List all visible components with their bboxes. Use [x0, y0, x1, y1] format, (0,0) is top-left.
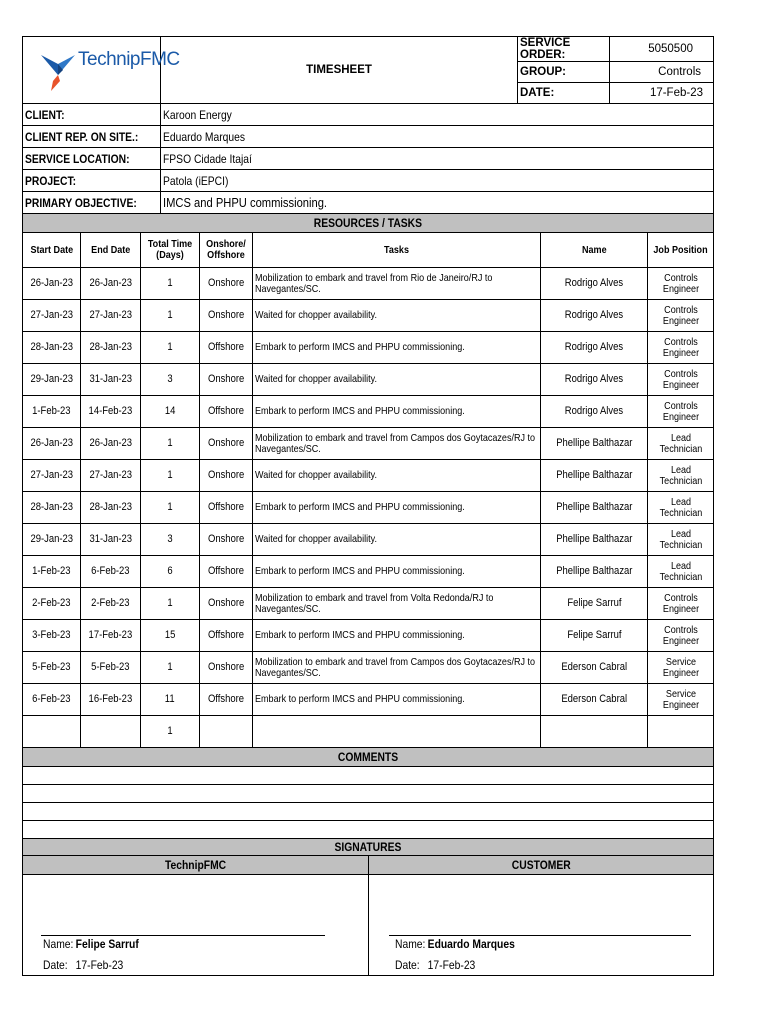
comment-line[interactable] — [23, 803, 714, 821]
onshore-offshore-cell: Onshore — [207, 277, 245, 289]
table-row — [23, 428, 714, 460]
resources-table — [22, 213, 714, 839]
start-date-cell: 6-Feb-23 — [32, 693, 71, 705]
date-value: 17-Feb-23 — [610, 83, 714, 104]
name-cell: Phellipe Balthazar — [555, 437, 633, 449]
info-row — [23, 170, 714, 192]
start-date-cell: 1-Feb-23 — [32, 405, 71, 417]
end-date-cell: 27-Jan-23 — [89, 309, 132, 321]
signature-line — [389, 935, 691, 936]
start-date-cell: 2-Feb-23 — [32, 597, 71, 609]
job-position-cell: Lead Technician — [659, 496, 702, 519]
table-row — [23, 268, 714, 300]
task-cell: Mobilization to embark and travel from Campos dos Goytacazes/RJ to Navegantes/SC. — [255, 655, 536, 679]
info-row — [23, 104, 714, 126]
table-row — [23, 492, 714, 524]
end-date-cell: 14-Feb-23 — [88, 405, 133, 417]
end-date-cell: 27-Jan-23 — [89, 469, 132, 481]
onshore-offshore-cell: Offshore — [207, 501, 245, 513]
task-cell: Embark to perform IMCS and PHPU commissioning. — [255, 501, 465, 513]
info-row — [23, 148, 714, 170]
column-header: End Date — [90, 243, 131, 256]
name-cell: Phellipe Balthazar — [555, 501, 633, 513]
project-label: PROJECT: — [25, 173, 77, 188]
table-row — [23, 300, 714, 332]
table-row — [23, 460, 714, 492]
onshore-offshore-cell: Onshore — [207, 661, 245, 673]
comment-line[interactable] — [23, 767, 714, 785]
table-row — [23, 652, 714, 684]
total-days-cell: 1 — [167, 597, 173, 609]
signatures-table — [22, 838, 714, 976]
name-cell: Rodrigo Alves — [564, 277, 624, 289]
signature-date-row — [43, 958, 136, 972]
onshore-offshore-cell: Onshore — [207, 309, 245, 321]
job-position-cell: Controls Engineer — [662, 304, 699, 327]
task-cell: Waited for chopper availability. — [255, 309, 377, 321]
onshore-offshore-cell: Offshore — [207, 565, 245, 577]
total-days-cell: 15 — [164, 629, 176, 641]
job-position-cell: Lead Technician — [659, 432, 702, 455]
service-location-label: SERVICE LOCATION: — [25, 151, 130, 166]
technipfmc-signature-box[interactable] — [23, 875, 369, 976]
start-date-cell: 29-Jan-23 — [30, 533, 73, 545]
group-value: Controls — [610, 62, 714, 83]
start-date-cell: 27-Jan-23 — [30, 309, 73, 321]
name-cell: Phellipe Balthazar — [555, 469, 633, 481]
total-days-cell: 3 — [167, 373, 173, 385]
task-cell: Embark to perform IMCS and PHPU commissioning. — [255, 341, 465, 353]
start-date-cell: 3-Feb-23 — [32, 629, 71, 641]
table-row — [23, 396, 714, 428]
total-days-cell: 6 — [167, 565, 173, 577]
table-row — [23, 716, 714, 748]
comment-line[interactable] — [23, 785, 714, 803]
total-days-cell: 1 — [167, 501, 173, 513]
primary-objective-value: IMCS and PHPU commissioning. — [163, 195, 328, 210]
onshore-offshore-cell: Offshore — [207, 693, 245, 705]
start-date-cell: 26-Jan-23 — [30, 277, 73, 289]
signature-date: 17-Feb-23 — [75, 958, 124, 972]
logo — [23, 37, 180, 104]
technipfmc-signature-heading: TechnipFMC — [164, 858, 227, 872]
job-position-cell: Controls Engineer — [662, 368, 699, 391]
table-row — [23, 684, 714, 716]
end-date-cell: 28-Jan-23 — [89, 341, 132, 353]
table-row — [23, 332, 714, 364]
start-date-cell: 28-Jan-23 — [30, 341, 73, 353]
name-cell: Rodrigo Alves — [564, 405, 624, 417]
name-cell: Rodrigo Alves — [564, 373, 624, 385]
task-cell: Mobilization to embark and travel from Volta Redonda/RJ to Navegantes/SC. — [255, 591, 494, 615]
header-table — [22, 36, 714, 104]
name-cell: Phellipe Balthazar — [555, 533, 633, 545]
start-date-cell: 28-Jan-23 — [30, 501, 73, 513]
task-cell: Mobilization to embark and travel from Rio de Janeiro/RJ to Navegantes/SC. — [255, 271, 493, 295]
total-days-cell: 1 — [167, 277, 173, 289]
client-rep-value: Eduardo Marques — [163, 129, 246, 144]
client-value: Karoon Energy — [163, 107, 232, 122]
end-date-cell: 26-Jan-23 — [89, 277, 132, 289]
table-row — [23, 524, 714, 556]
job-position-cell: Lead Technician — [659, 464, 702, 487]
comments-title: COMMENTS — [337, 749, 399, 764]
job-position-cell: Service Engineer — [662, 656, 699, 679]
signature-name-row — [43, 937, 154, 951]
column-header-row — [23, 233, 714, 268]
onshore-offshore-cell: Offshore — [207, 341, 245, 353]
date-label: Date: — [43, 958, 68, 972]
name-cell: Felipe Sarruf — [566, 629, 622, 641]
column-header: Name — [581, 243, 607, 256]
client-rep-label: CLIENT REP. ON SITE.: — [25, 129, 139, 144]
name-cell: Rodrigo Alves — [564, 341, 624, 353]
column-header: Job Position — [653, 243, 708, 256]
comments-section-header — [23, 748, 714, 767]
job-position-cell: Lead Technician — [659, 560, 702, 583]
client-label: CLIENT: — [25, 107, 65, 122]
name-cell: Ederson Cabral — [561, 661, 627, 673]
total-days-cell: 1 — [167, 341, 173, 353]
signature-line — [41, 935, 325, 936]
resources-section-header — [23, 214, 714, 233]
task-cell: Embark to perform IMCS and PHPU commissioning. — [255, 565, 465, 577]
end-date-cell: 26-Jan-23 — [89, 437, 132, 449]
service-order-value: 5050500 — [610, 37, 714, 62]
job-position-cell: Controls Engineer — [662, 336, 699, 359]
table-row — [23, 620, 714, 652]
start-date-cell: 26-Jan-23 — [30, 437, 73, 449]
page-title: TIMESHEET — [161, 37, 518, 104]
table-row — [23, 556, 714, 588]
onshore-offshore-cell: Onshore — [207, 597, 245, 609]
name-label: Name: — [43, 937, 74, 951]
column-header: Tasks — [384, 243, 409, 256]
column-header: Start Date — [30, 243, 73, 256]
onshore-offshore-cell: Onshore — [207, 437, 245, 449]
total-days-cell: 14 — [164, 405, 176, 417]
end-date-cell: 31-Jan-23 — [89, 533, 132, 545]
info-row — [23, 192, 714, 214]
total-days-cell: 1 — [167, 309, 173, 321]
task-cell: Mobilization to embark and travel from Campos dos Goytacazes/RJ to Navegantes/SC. — [255, 431, 536, 455]
job-position-cell: Controls Engineer — [662, 624, 699, 647]
task-cell: Embark to perform IMCS and PHPU commissioning. — [255, 693, 465, 705]
signer-name: Felipe Sarruf — [75, 937, 139, 951]
start-date-cell: 27-Jan-23 — [30, 469, 73, 481]
project-value: Patola (iEPCI) — [163, 173, 229, 188]
onshore-offshore-cell: Offshore — [207, 629, 245, 641]
job-position-cell: Controls Engineer — [662, 400, 699, 423]
total-days-cell: 1 — [167, 725, 173, 737]
primary-objective-label: PRIMARY OBJECTIVE: — [25, 195, 137, 210]
task-cell: Embark to perform IMCS and PHPU commissioning. — [255, 629, 465, 641]
signature-date: 17-Feb-23 — [427, 958, 476, 972]
task-cell: Embark to perform IMCS and PHPU commissioning. — [255, 405, 465, 417]
end-date-cell: 28-Jan-23 — [89, 501, 132, 513]
signer-name: Eduardo Marques — [427, 937, 515, 951]
job-position-cell: Controls Engineer — [662, 272, 699, 295]
total-days-cell: 1 — [167, 469, 173, 481]
task-cell: Waited for chopper availability. — [255, 373, 377, 385]
info-row — [23, 126, 714, 148]
info-table — [22, 103, 714, 214]
end-date-cell: 6-Feb-23 — [91, 565, 130, 577]
onshore-offshore-cell: Onshore — [207, 533, 245, 545]
end-date-cell: 16-Feb-23 — [88, 693, 133, 705]
total-days-cell: 3 — [167, 533, 173, 545]
end-date-cell: 5-Feb-23 — [91, 661, 130, 673]
name-cell: Rodrigo Alves — [564, 309, 624, 321]
total-days-cell: 1 — [167, 437, 173, 449]
onshore-offshore-cell: Onshore — [207, 373, 245, 385]
task-cell: Waited for chopper availability. — [255, 533, 377, 545]
total-days-cell: 11 — [165, 693, 175, 705]
customer-signature-box[interactable] — [369, 875, 714, 976]
task-cell: Waited for chopper availability. — [255, 469, 377, 481]
name-cell: Phellipe Balthazar — [555, 565, 633, 577]
signatures-section-header — [23, 839, 714, 856]
job-position-cell: Controls Engineer — [662, 592, 699, 615]
total-days-cell: 1 — [167, 661, 173, 673]
name-label: Name: — [395, 937, 426, 951]
table-row — [23, 588, 714, 620]
end-date-cell: 17-Feb-23 — [88, 629, 133, 641]
name-cell: Ederson Cabral — [561, 693, 627, 705]
column-header: Total Time (Days) — [147, 238, 193, 261]
logo-text: TechnipFMC — [78, 49, 180, 70]
column-header: Onshore/ Offshore — [206, 238, 246, 261]
customer-signature-heading: CUSTOMER — [511, 858, 571, 872]
end-date-cell: 2-Feb-23 — [91, 597, 130, 609]
date-label: Date: — [395, 958, 420, 972]
signature-date-row — [395, 958, 488, 972]
onshore-offshore-cell: Onshore — [207, 469, 245, 481]
signature-headings-row — [23, 856, 714, 875]
group-label: GROUP: — [518, 62, 610, 83]
onshore-offshore-cell: Offshore — [207, 405, 245, 417]
service-order-label: SERVICE ORDER: — [518, 37, 610, 62]
job-position-cell: Service Engineer — [662, 688, 699, 711]
resources-title: RESOURCES / TASKS — [313, 215, 423, 230]
end-date-cell: 31-Jan-23 — [89, 373, 132, 385]
technipfmc-logo-icon — [39, 51, 79, 91]
name-cell: Felipe Sarruf — [566, 597, 622, 609]
timesheet-document — [22, 36, 713, 976]
start-date-cell: 1-Feb-23 — [32, 565, 71, 577]
start-date-cell: 29-Jan-23 — [30, 373, 73, 385]
signatures-title: SIGNATURES — [334, 840, 402, 854]
signature-name-row — [395, 937, 534, 951]
start-date-cell: 5-Feb-23 — [32, 661, 71, 673]
date-label: DATE: — [518, 83, 610, 104]
service-location-value: FPSO Cidade Itajaí — [163, 151, 252, 166]
comment-line[interactable] — [23, 821, 714, 839]
table-row — [23, 364, 714, 396]
job-position-cell: Lead Technician — [659, 528, 702, 551]
